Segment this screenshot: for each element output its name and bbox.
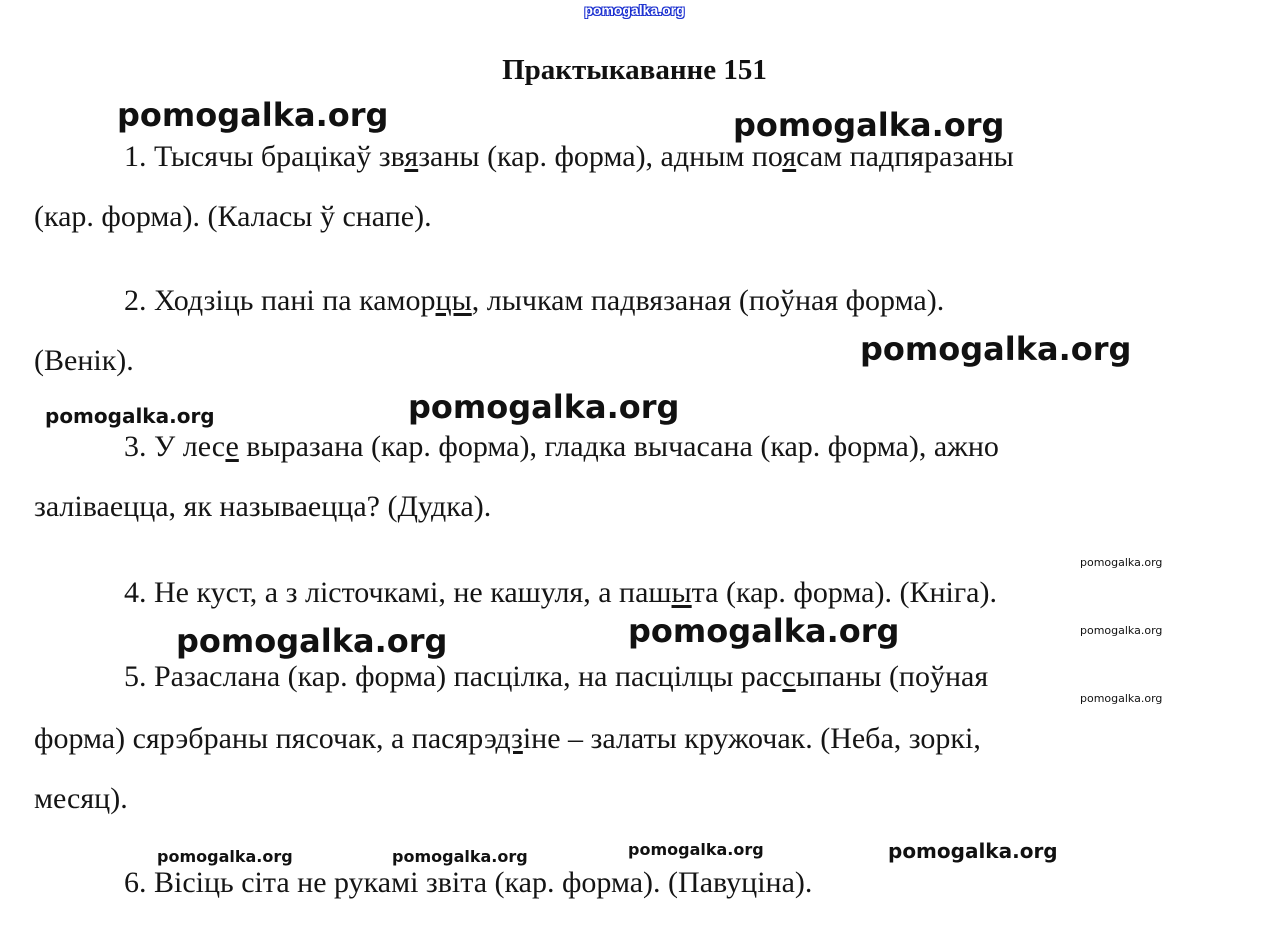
text-segment: форма) сярэбраны пясочак, а пасярэ (34, 722, 496, 755)
riddle-2-line-2: (Венік). (34, 344, 134, 377)
text-segment: , лычкам падвязаная (поўная форма). (471, 284, 945, 317)
watermark: pomogalka.org (176, 622, 448, 660)
watermark: pomogalka.org (1080, 556, 1163, 569)
underlined-letter: е (225, 430, 239, 463)
watermark: pomogalka.org (45, 404, 215, 428)
watermark: pomogalka.org (392, 847, 528, 866)
text-segment: 4. Не куст, а з лісточкамі, не кашуля, а паш (124, 576, 672, 609)
riddle-1-line-1 (124, 140, 1014, 174)
text-segment: 2. Ходзіць пані па камор (124, 284, 436, 317)
watermark: pomogalka.org (733, 106, 1005, 144)
site-header: pomogalka.org (584, 2, 685, 18)
watermark: pomogalka.org (628, 840, 764, 859)
watermark: pomogalka.org (860, 330, 1132, 368)
riddle-5-line-2 (34, 722, 981, 756)
text-segment: 3. У лес (124, 430, 226, 463)
riddle-5-line-1 (124, 660, 988, 694)
riddle-2-line-1 (124, 284, 944, 318)
riddle-1-line-2: (кар. форма). (Каласы ў снапе). (34, 200, 432, 233)
watermark: pomogalka.org (1080, 624, 1163, 637)
watermark: pomogalka.org (888, 839, 1058, 863)
text-segment: ыпаны (поўная (795, 660, 989, 693)
text-segment: выразана (кар. форма), гла (238, 430, 584, 463)
text-segment: 5. Разаслана (кар. форма) пасцілка, на пасцілцы рас (124, 660, 783, 693)
text-segment: ка вычасана (кар. форма), ажно (598, 430, 999, 463)
riddle-5-line-3: месяц). (34, 782, 128, 815)
riddle-6-line-1: 6. Вісіць сіта не рукамі звіта (кар. форма). (Павуціна). (124, 866, 813, 899)
text-segment: 1. Тысячы брацікаў зв (124, 140, 405, 173)
underlined-letter: я (782, 140, 797, 173)
text-segment: та (кар. форма). (Кніга). (691, 576, 997, 609)
text-segment: заны (кар. форма), адным по (418, 140, 783, 173)
underlined-letter: я (404, 140, 419, 173)
watermark: pomogalka.org (628, 612, 900, 650)
text-segment: сам падпяразаны (796, 140, 1014, 173)
watermark: pomogalka.org (117, 96, 389, 134)
underlined-letter: д (583, 430, 599, 463)
underlined-letter: ы (671, 576, 692, 609)
watermark: pomogalka.org (1080, 692, 1163, 705)
watermark: pomogalka.org (157, 847, 293, 866)
watermark: pomogalka.org (408, 388, 680, 426)
riddle-3-line-2: заліваецца, як называецца? (Дудка). (34, 490, 492, 523)
text-segment: іне – залаты кружочак. (Неба, зоркі, (522, 722, 981, 755)
underlined-letter: цы (435, 284, 472, 317)
riddle-4-line-1 (124, 576, 997, 610)
underlined-letter: дз (495, 722, 523, 755)
underlined-letter: с (782, 660, 796, 693)
page-title: Практыкаванне 151 (502, 54, 767, 86)
riddle-3-line-1 (124, 430, 999, 464)
